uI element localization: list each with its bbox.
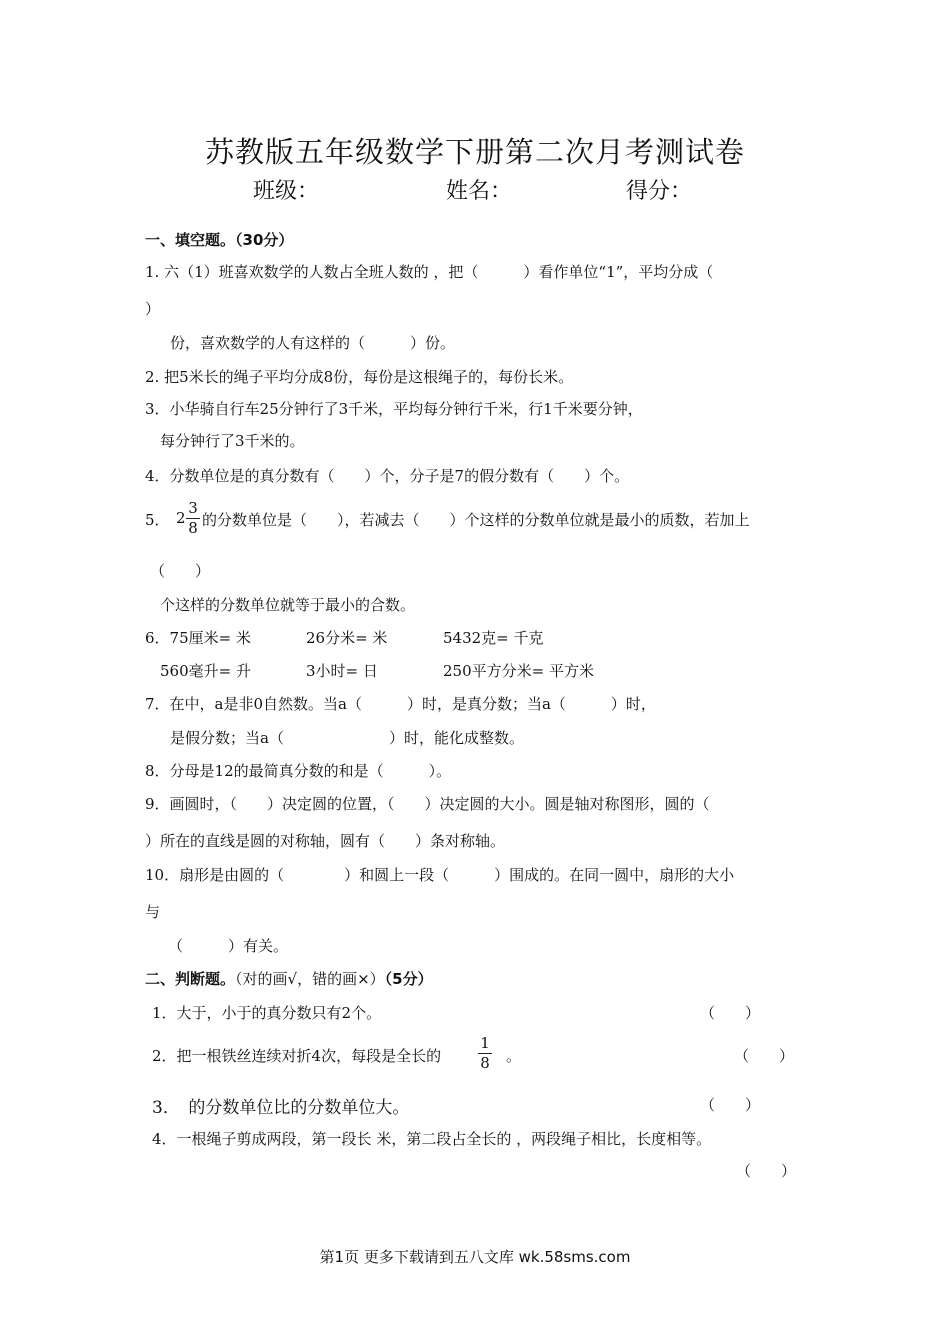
- q5-fraction-denominator: 8: [188, 519, 198, 537]
- q3-line2: 每分钟行了3千米的。: [160, 432, 305, 450]
- tf-q2-fraction-denominator: 8: [480, 1054, 490, 1072]
- q3-line1: 3．小华骑自行车25分钟行了3千米，平均每分钟行千米，行1千米要分钟，: [145, 400, 643, 418]
- tf-q2-fraction-numerator: 1: [480, 1034, 490, 1052]
- q1-line1: 1. 六（1）班喜欢数学的人数占全班人数的 ，把（ ）看作单位“1”，平均分成（: [145, 263, 714, 281]
- section2-heading: [145, 968, 433, 989]
- q6-r2-c2: 3小时= 日: [306, 662, 378, 680]
- page-footer: 第1页 更多下载请到五八文库 wk.58sms.com: [319, 1248, 631, 1266]
- q6-r2-c3: 250平方分米= 平方米: [443, 662, 594, 680]
- page-title: 苏教版五年级数学下册第二次月考测试卷: [204, 135, 745, 169]
- q1-line2: ）: [145, 300, 161, 318]
- name-label: 姓名：: [446, 179, 513, 204]
- q5-text: 的分数单位是（ ），若减去（ ）个这样的分数单位就是最小的质数，若加上: [202, 511, 750, 529]
- q2: 2. 把5米长的绳子平均分成8份，每份是这根绳子的，每份长米。: [145, 368, 574, 386]
- tf-q3-text: 3． 的分数单位比的分数单位大。: [152, 1098, 410, 1118]
- q6-r1-c3: 5432克= 千克: [443, 629, 544, 647]
- tf-q3-paren: （ ）: [700, 1096, 761, 1114]
- class-label: 班级：: [253, 179, 320, 204]
- section2-heading-title: 二、判断题。: [145, 970, 236, 988]
- tf-q4-paren: （ ）: [736, 1162, 797, 1180]
- tf-q2-paren: （ ）: [734, 1047, 795, 1065]
- section1-heading: 一、填空题。（30分）: [145, 231, 294, 249]
- q10-line3: （ ）有关。: [168, 937, 289, 955]
- q5-line2: （ ）: [150, 562, 211, 580]
- q5-line3: 个这样的分数单位就等于最小的合数。: [160, 596, 416, 614]
- section2-heading-note: （对的画√，错的画×）: [235, 970, 385, 988]
- score-label: 得分：: [626, 179, 693, 204]
- q9-line1: 9．画圆时，（ ）决定圆的位置，（ ）决定圆的大小。圆是轴对称图形，圆的（: [145, 795, 710, 813]
- q8: 8．分母是12的最简真分数的和是（ ）。: [145, 762, 452, 780]
- q10-line2: 与: [145, 903, 161, 921]
- q4: 4．分数单位是的真分数有（ ）个，分子是7的假分数有（ ）个。: [145, 467, 630, 485]
- tf-q2-text: 2．把一根铁丝连续对折4次，每段是全长的: [152, 1047, 442, 1065]
- q5-fraction-numerator: 3: [188, 499, 198, 517]
- q5-number: 5．: [145, 511, 170, 529]
- tf-q2-tail: 。: [506, 1047, 522, 1065]
- q9-line2: ）所在的直线是圆的对称轴，圆有（ ）条对称轴。: [145, 832, 506, 850]
- tf-q1-paren: （ ）: [700, 1004, 761, 1022]
- q6-r1-c1: 6．75厘米= 米: [145, 629, 251, 647]
- tf-q4-text: 4．一根绳子剪成两段，第一段长 米，第二段占全长的 ，两段绳子相比，长度相等。: [152, 1130, 712, 1148]
- q1-line3: 份，喜欢数学的人有这样的（ ）份。: [170, 334, 456, 352]
- q10-line1: 10．扇形是由圆的（ ）和圆上一段（ ）围成的。在同一圆中，扇形的大小: [145, 866, 735, 884]
- q5-whole: 2: [176, 509, 186, 527]
- q5-fraction: [186, 501, 200, 536]
- tf-q2-fraction: [478, 1036, 492, 1071]
- q6-r2-c1: 560毫升= 升: [160, 662, 251, 680]
- q7-line2: 是假分数；当a（ ）时，能化成整数。: [170, 729, 524, 747]
- q7-line1: 7．在中，a是非0自然数。当a（ ）时，是真分数；当a（ ）时，: [145, 695, 656, 713]
- section2-heading-score: （5分）: [384, 970, 433, 988]
- q6-r1-c2: 26分米= 米: [306, 629, 388, 647]
- tf-q1-text: 1．大于，小于的真分数只有2个。: [152, 1004, 382, 1022]
